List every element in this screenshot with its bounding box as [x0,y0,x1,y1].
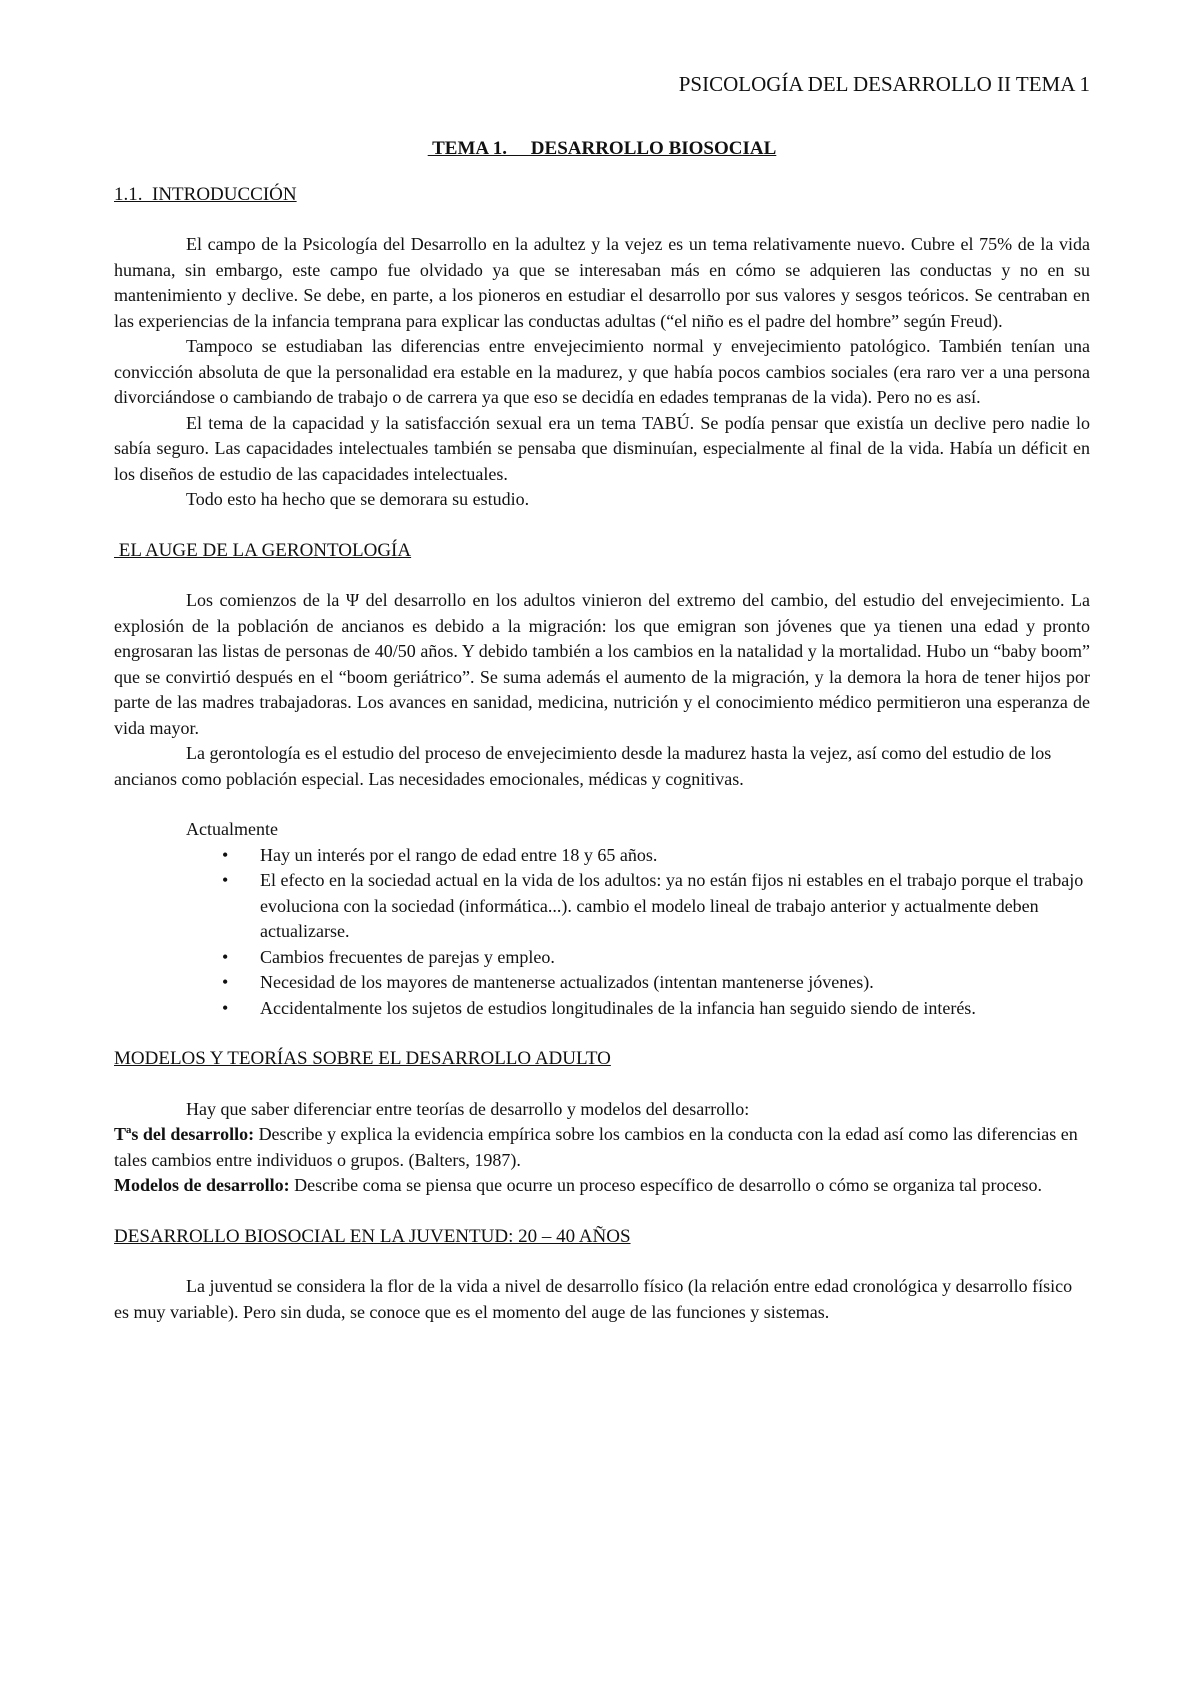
paragraph: La juventud se considera la flor de la vida a nivel de desarrollo físico (la relación entre edad cronológica y desarrollo físico es muy variable). Pero sin duda, se conoce que es el momento del auge de las funciones y sistemas. [114,1276,1073,1322]
list-item [222,945,1090,971]
definition-models [114,1173,1090,1199]
list-lead: Actualmente [186,819,278,839]
bullet-icon: • [222,972,229,992]
list-item-text: Accidentalmente los sujetos de estudios longitudinales de la infancia han seguido siendo de interés. [260,997,976,1018]
paragraph: Los comienzos de la Ψ del desarrollo en los adultos vinieron del extremo del cambio, del estudio del envejecimiento. La explosión de la población de ancianos es debido a la migración: los que emigran son jóvenes que ya tienen una edad y pronto engrosaran las listas de personas de 40/50 años. Y debido también a los cambios en la natalidad y la mortalidad. Hubo un “baby boom” que se convirtió después en el “boom geriátrico”. Se suma además el aumento de la migración, y la demora la hora de tener hijos por parte de las madres trabajadoras. Los avances en sanidad, medicina, nutrición y el conocimiento médico permitieron una esperanza de vida mayor. [114,590,1090,738]
document-page [114,70,1090,1325]
list-item-text: Necesidad de los mayores de mantenerse actualizados (intentan mantenerse jóvenes). [260,972,874,992]
definition-text: Describe y explica la evidencia empírica sobre los cambios en la conducta con la edad así como las diferencias en tales cambios entre individuos o grupos. (Balters, 1987). [114,1124,1078,1170]
list-item [222,996,1090,1022]
spacer [114,792,1090,817]
paragraph: El tema de la capacidad y la satisfacción sexual era un tema TABÚ. Se podía pensar que existía un declive pero nadie lo sabía seguro. Las capacidades intelectuales también se pensaba que disminuían, especialmente al final de la vida. Había un déficit en los diseños de estudio de las capacidades intelectuales. [114,412,1090,484]
document-title: TEMA 1. DESARROLLO BIOSOCIAL [427,138,777,159]
definition-term: Modelos de desarrollo: [114,1175,290,1195]
definition-text: Describe coma se piensa que ocurre un proceso específico de desarrollo o cómo se organiza tal proceso. [289,1175,1043,1195]
paragraph: Todo esto ha hecho que se demorara su estudio. [186,489,530,509]
paragraph: Tampoco se estudiaban las diferencias entre envejecimiento normal y envejecimiento patológico. También tenían una convicción absoluta de que la personalidad era estable en la madurez, y que había pocos cambios sociales (era raro ver a una persona divorciándose o cambiando de trabajo o de carrera ya que eso se decidía en edades tempranas de la vida). Pero no es así. [114,336,1090,407]
list-item [222,970,1090,996]
definition-theories [114,1122,1090,1173]
list-item [222,868,1090,945]
spacer [114,513,1090,538]
paragraph: La gerontología es el estudio del proceso de envejecimiento desde la madurez hasta la vejez, así como del estudio de los ancianos como población especial. Las necesidades emocionales, médicas y cognitivas. [114,743,1052,789]
paragraph: Hay que saber diferenciar entre teorías de desarrollo y modelos del desarrollo: [186,1098,750,1119]
list-item-text: Hay un interés por el rango de edad entre 18 y 65 años. [260,844,658,865]
bullet-icon: • [222,870,229,890]
section-heading-gerontologia: EL AUGE DE LA GERONTOLOGÍA [114,539,412,561]
spacer [114,1199,1090,1224]
section-heading-modelos-teorias: MODELOS Y TEORÍAS SOBRE EL DESARROLLO ADULTO [114,1048,611,1069]
list-item-text: El efecto en la sociedad actual en la vida de los adultos: ya no están fijos ni estables en el trabajo porque el trabajo evoluciona con la sociedad (informática...). cambio el modelo lineal de trabajo anterior y actualmente deben actualizarse. [260,870,1084,941]
list-item-text: Cambios frecuentes de parejas y empleo. [260,946,555,967]
bullet-list [114,843,1090,1022]
paragraph: El campo de la Psicología del Desarrollo en la adultez y la vejez es un tema relativamente nuevo. Cubre el 75% de la vida humana, sin embargo, este campo fue olvidado ya que se interesaban más en cómo se adquieren las conductas y no en su mantenimiento y declive. Se debe, en parte, a los pioneros en estudiar el desarrollo por sus valores y sesgos teóricos. Se centraban en las experiencias de la infancia temprana para explicar las conductas adultas (“el niño es el padre del hombre” según Freud). [114,234,1090,331]
section-heading-juventud: DESARROLLO BIOSOCIAL EN LA JUVENTUD: 20 – 40 AÑOS [114,1225,631,1247]
spacer [114,1021,1090,1046]
bullet-icon: • [222,997,229,1018]
definition-term: Tªs del desarrollo: [114,1124,255,1144]
bullet-icon: • [222,844,229,865]
list-item [222,843,1090,869]
bullet-icon: • [222,946,229,967]
section-heading-introduccion: 1.1. INTRODUCCIÓN [114,183,297,205]
running-header: PSICOLOGÍA DEL DESARROLLO II TEMA 1 [678,72,1090,96]
